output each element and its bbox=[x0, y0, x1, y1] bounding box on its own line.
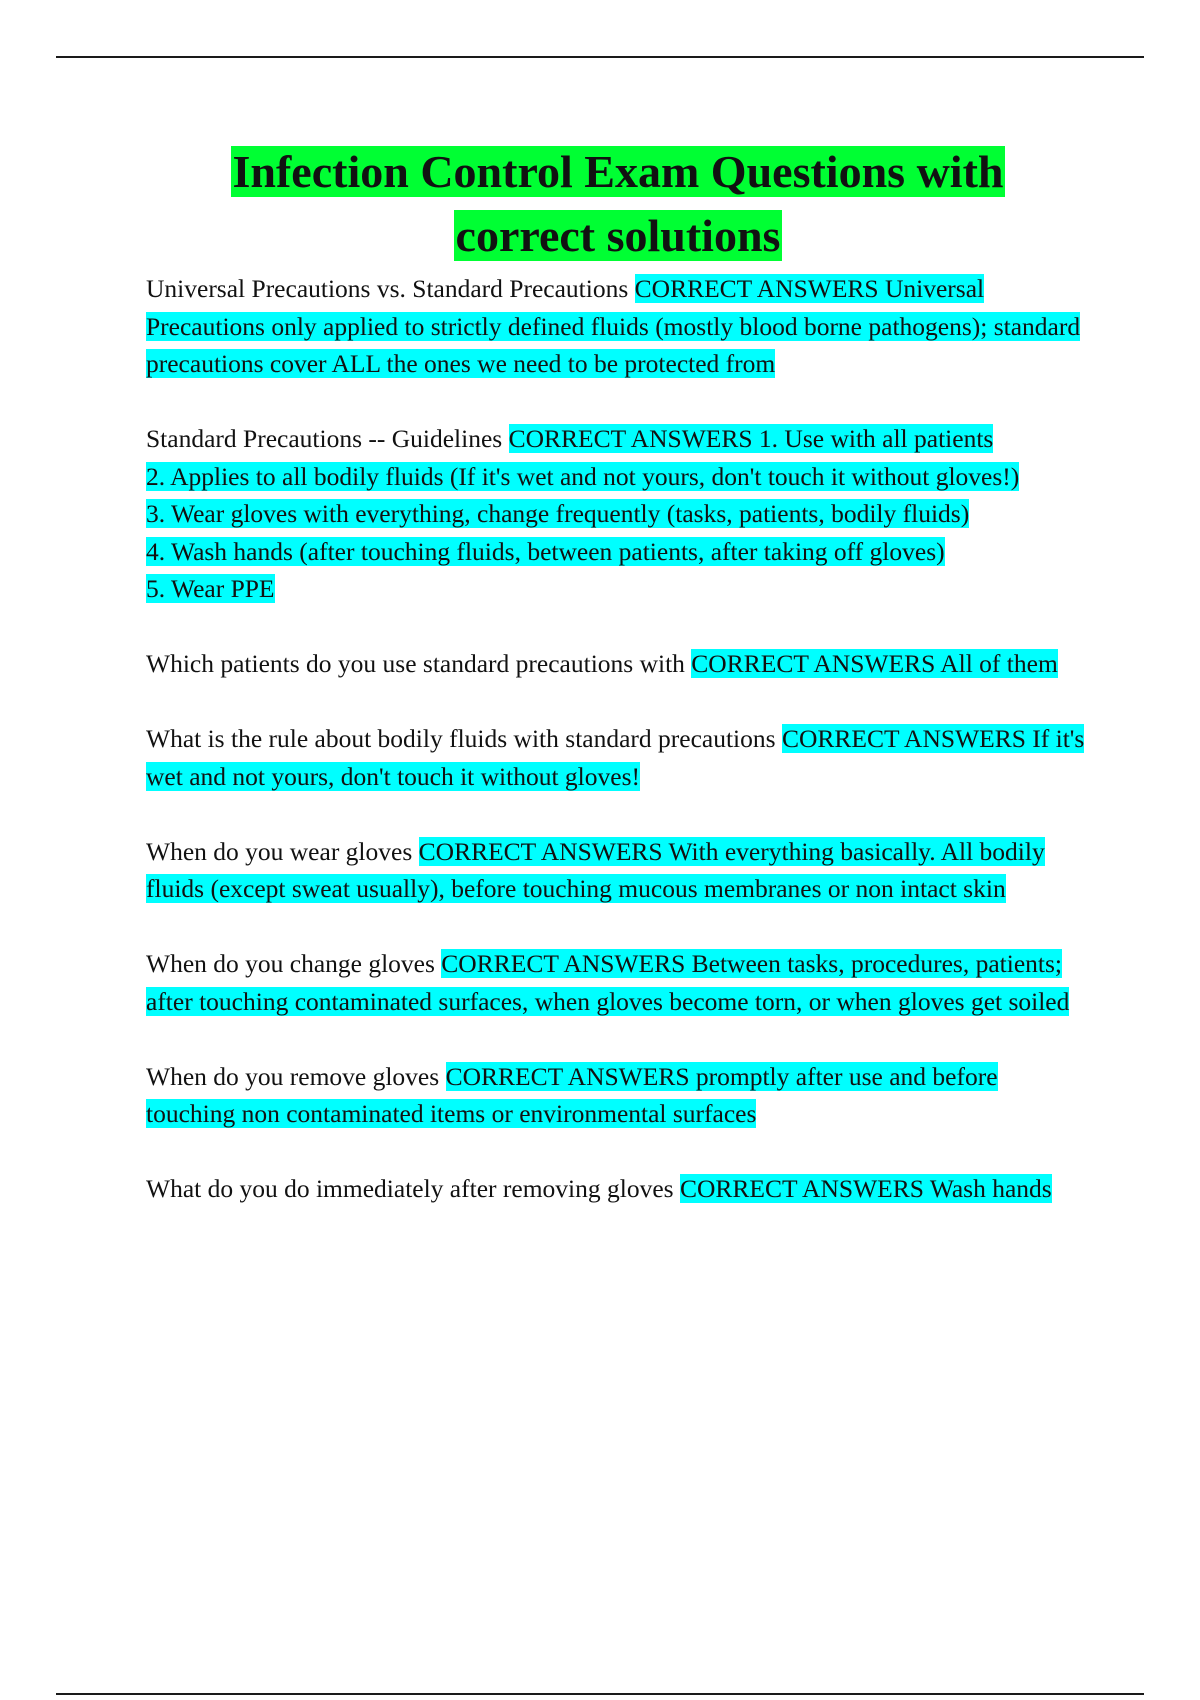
qa-item-2 bbox=[146, 420, 1090, 608]
question: Universal Precautions vs. Standard Precautions bbox=[146, 274, 629, 303]
question: What is the rule about bodily fluids with standard precautions bbox=[146, 724, 776, 753]
question: What do you do immediately after removing gloves bbox=[146, 1174, 674, 1203]
answer: CORRECT ANSWERS Universal Precautions only applied to strictly defined fluids (mostly blood borne pathogens); standard precautions cover ALL the ones we need to be protected from bbox=[146, 274, 1081, 378]
question: Which patients do you use standard precautions with bbox=[146, 649, 685, 678]
qa-item-1 bbox=[146, 270, 1090, 383]
answer: CORRECT ANSWERS If it's wet and not yours, don't touch it without gloves! bbox=[146, 724, 1085, 791]
answer: CORRECT ANSWERS All of them bbox=[691, 649, 1058, 678]
qa-item-4 bbox=[146, 720, 1090, 795]
answer-line-3: 3. Wear gloves with everything, change frequently (tasks, patients, bodily fluids) bbox=[146, 499, 970, 528]
answer: CORRECT ANSWERS promptly after use and before touching non contaminated items or environmental surfaces bbox=[146, 1061, 998, 1128]
answer: CORRECT ANSWERS Between tasks, procedures, patients; after touching contaminated surfaces, when gloves become torn, or when gloves get soiled bbox=[146, 949, 1070, 1016]
qa-item-8 bbox=[146, 1170, 1090, 1208]
title-line-1: Infection Control Exam Questions with bbox=[232, 146, 1004, 197]
answer: CORRECT ANSWERS 1. Use with all patients bbox=[508, 424, 994, 453]
qa-item-6 bbox=[146, 945, 1090, 1020]
bottom-rule bbox=[56, 1693, 1144, 1695]
question: When do you wear gloves bbox=[146, 836, 413, 866]
qa-item-7 bbox=[146, 1058, 1090, 1133]
qa-list bbox=[146, 270, 1090, 1245]
title-line-2: correct solutions bbox=[455, 210, 781, 261]
qa-item-5 bbox=[146, 833, 1090, 908]
question: Standard Precautions -- Guidelines bbox=[146, 424, 503, 453]
answer: CORRECT ANSWERS Wash hands bbox=[679, 1174, 1052, 1203]
question: When do you change gloves bbox=[146, 949, 435, 978]
top-rule bbox=[56, 56, 1144, 58]
answer-line-4: 4. Wash hands (after touching fluids, between patients, after taking off gloves) bbox=[146, 536, 945, 566]
question: When do you remove gloves bbox=[146, 1061, 440, 1091]
answer-line-2: 2. Applies to all bodily fluids (If it's wet and not yours, don't touch it without gloves!) bbox=[146, 461, 1020, 491]
document-title bbox=[146, 140, 1090, 268]
answer: CORRECT ANSWERS With everything basically. All bodily fluids (except sweat usually), before touching mucous membranes or non intact skin bbox=[146, 836, 1045, 903]
qa-item-3 bbox=[146, 645, 1090, 683]
answer-line-5: 5. Wear PPE bbox=[146, 574, 275, 603]
